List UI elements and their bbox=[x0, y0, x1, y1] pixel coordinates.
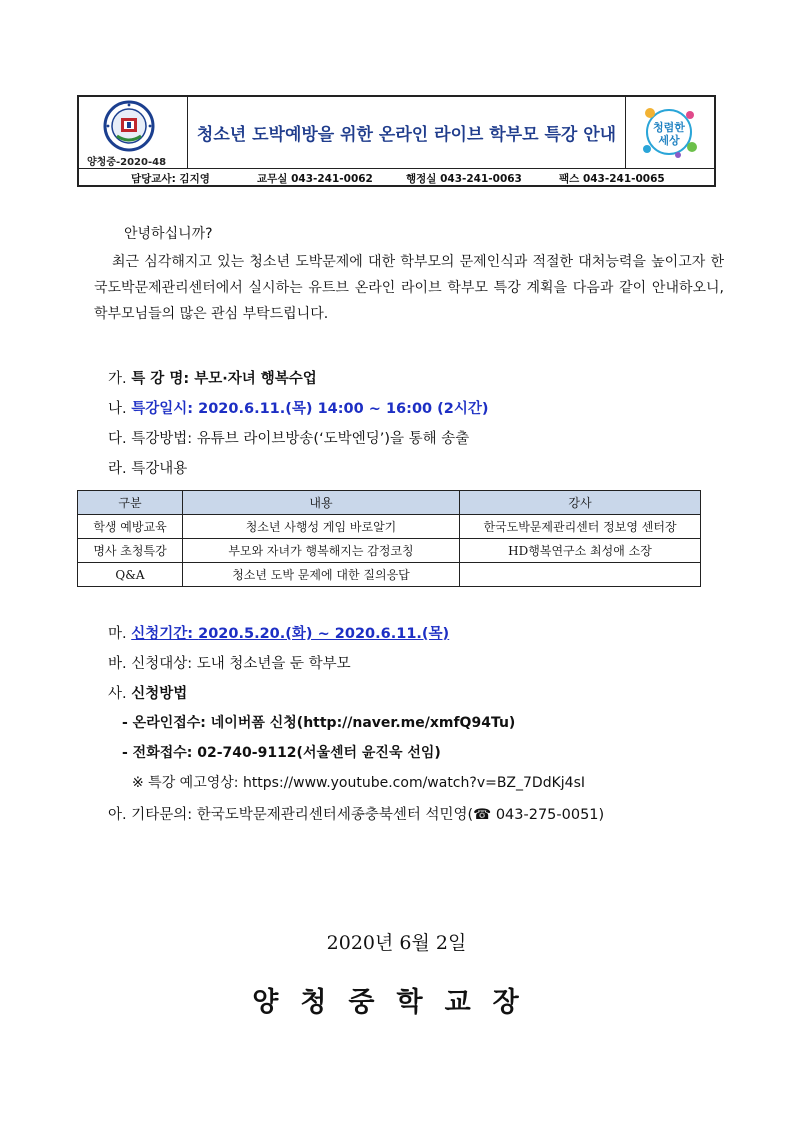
document-title: 청소년 도박예방을 위한 온라인 라이브 학부모 특강 안내 bbox=[196, 125, 617, 145]
svg-text:청렴한: 청렴한 bbox=[653, 121, 685, 134]
admin-phone: 행정실 043-241-0063 bbox=[406, 173, 522, 185]
table-cell: 부모와 자녀가 행복해지는 감정코칭 bbox=[183, 539, 460, 563]
table-cell: 명사 초청특강 bbox=[78, 539, 183, 563]
col-header-content: 내용 bbox=[183, 491, 460, 515]
teacher-in-charge: 담당교사: 김지영 bbox=[131, 173, 210, 185]
table-cell: 학생 예방교육 bbox=[78, 515, 183, 539]
item-application-period: 마. 신청기간: 2020.5.20.(화) ~ 2020.6.11.(목) bbox=[108, 626, 450, 642]
lecture-content-table bbox=[77, 490, 701, 587]
lecture-name-key: 특 강 명: bbox=[131, 371, 195, 387]
item-lecture-method: 다. 특강방법: 유튜브 라이브방송(‘도박엔딩’)을 통해 송출 bbox=[108, 431, 470, 447]
school-emblem-icon bbox=[103, 100, 155, 152]
item-application-method: 사. 신청방법 bbox=[108, 686, 188, 702]
table-cell: Q&A bbox=[78, 563, 183, 587]
item-other-inquiries: 아. 기타문의: 한국도박문제관리센터세종충북센터 석민영(☎ 043-275-0051) bbox=[108, 807, 605, 823]
table-cell bbox=[460, 563, 701, 587]
table-cell: 청소년 도박 문제에 대한 질의응답 bbox=[183, 563, 460, 587]
item-lecture-content: 라. 특강내용 bbox=[108, 461, 188, 477]
campaign-logo-cell bbox=[625, 97, 714, 168]
greeting: 안녕하십니까? bbox=[124, 226, 213, 242]
item-application-target: 바. 신청대상: 도내 청소년을 둔 학부모 bbox=[108, 656, 351, 672]
application-period-value: 2020.5.20.(화) ~ 2020.6.11.(목) bbox=[198, 626, 450, 642]
application-method-key: 신청방법 bbox=[131, 686, 188, 702]
lecture-datetime-value: 2020.6.11.(목) 14:00 ~ 16:00 (2시간) bbox=[198, 401, 489, 417]
intro-paragraph: 최근 심각해지고 있는 청소년 도박문제에 대한 학부모의 문제인식과 적절한 대처능력을 높이고자 한국도박문제관리센터에서 실시하는 유트브 온라인 라이브 학부모 특강 계획을 다음과 같이 안내하오니, 학부모님들의 많은 관심 부탁드립니다. bbox=[94, 254, 724, 322]
header-contact-row bbox=[79, 169, 714, 187]
table-cell: HD행복연구소 최성애 소장 bbox=[460, 539, 701, 563]
table-cell: 한국도박문제관리센터 정보영 센터장 bbox=[460, 515, 701, 539]
application-period-key: 신청기간: bbox=[131, 626, 199, 642]
table-row bbox=[78, 539, 701, 563]
school-logo-cell bbox=[79, 97, 188, 168]
header-top-row bbox=[79, 97, 714, 169]
table-header-row bbox=[78, 491, 701, 515]
lecture-name-value: 부모·자녀 행복수업 bbox=[194, 371, 317, 387]
principal-signature: 양청중학교장 bbox=[252, 987, 541, 1018]
col-header-lecturer: 강사 bbox=[460, 491, 701, 515]
document-date: 2020년 6월 2일 bbox=[326, 932, 467, 954]
item-lecture-name: 가. 특 강 명: 부모·자녀 행복수업 bbox=[108, 371, 317, 387]
apply-online: - 온라인접수: 네이버폼 신청(http://naver.me/xmfQ94Tu) bbox=[122, 715, 516, 731]
clean-world-logo-icon bbox=[638, 103, 700, 161]
preview-video-note: ※ 특강 예고영상: https://www.youtube.com/watch?v=BZ_7DdKj4sI bbox=[132, 775, 585, 791]
lecture-datetime-key: 특강일시: bbox=[131, 401, 199, 417]
apply-phone: - 전화접수: 02-740-9112(서울센터 윤진욱 선임) bbox=[122, 745, 441, 761]
fax-number: 팩스 043-241-0065 bbox=[559, 173, 665, 185]
table-row bbox=[78, 515, 701, 539]
table-row bbox=[78, 563, 701, 587]
item-lecture-datetime: 나. 특강일시: 2020.6.11.(목) 14:00 ~ 16:00 (2시간) bbox=[108, 401, 489, 417]
document-header bbox=[77, 95, 716, 187]
office-phone: 교무실 043-241-0062 bbox=[257, 173, 373, 185]
svg-text:세상: 세상 bbox=[658, 134, 680, 147]
col-header-category: 구분 bbox=[78, 491, 183, 515]
document-number: 양청중-2020-48 bbox=[87, 157, 167, 168]
table-cell: 청소년 사행성 게임 바로알기 bbox=[183, 515, 460, 539]
